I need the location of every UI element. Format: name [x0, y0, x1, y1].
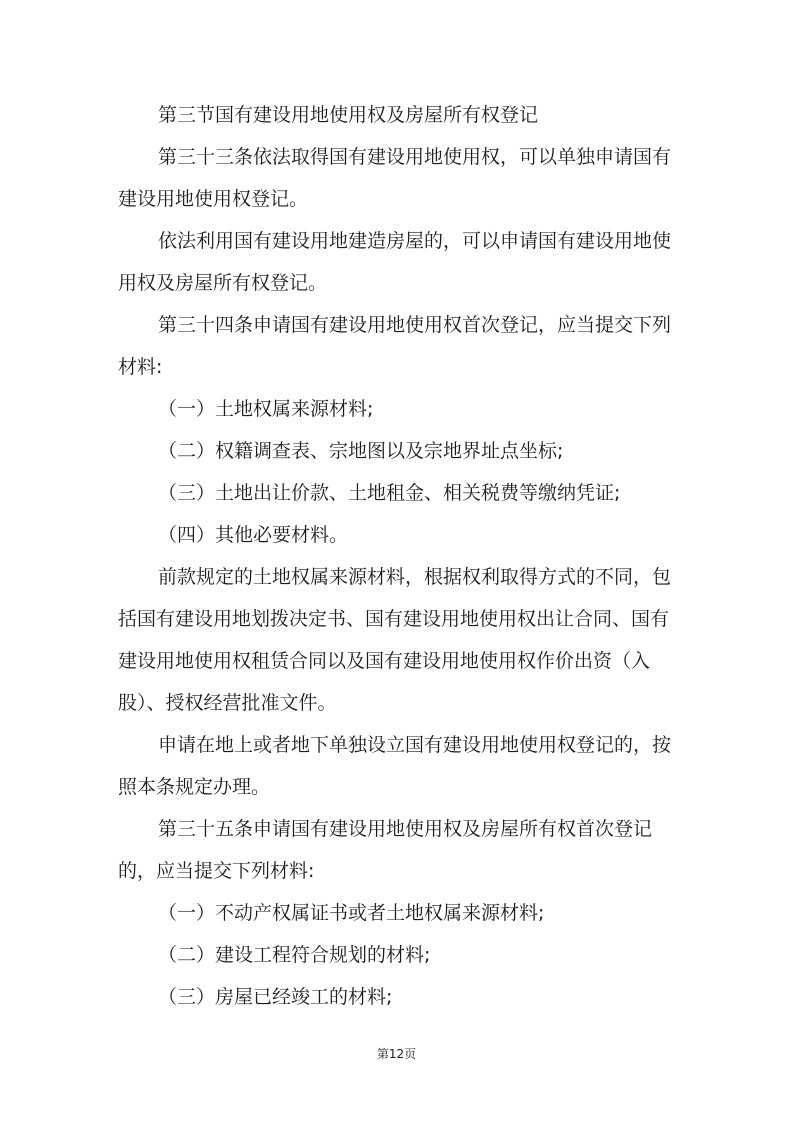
list-item: （四）其他必要材料。	[158, 524, 349, 546]
list-item: （三）房屋已经竣工的材料;	[158, 986, 393, 1008]
list-item: （一）不动产权属证书或者土地权属来源材料;	[158, 902, 545, 924]
paragraph-line: 照本条规定办理。	[118, 776, 271, 798]
paragraph-line: 材料:	[118, 356, 163, 378]
paragraph-line: 的，应当提交下列材料:	[118, 860, 315, 882]
paragraph-line: 建设用地使用权登记。	[118, 188, 309, 210]
document-body	[118, 94, 678, 1018]
paragraph-line: 股）、授权经营批准文件。	[118, 692, 337, 714]
list-item: （一）土地权属来源材料;	[158, 398, 374, 420]
paragraph-line: 建设用地使用权租赁合同以及国有建设用地使用权作价出资（入	[118, 650, 651, 672]
paragraph-line: 申请在地上或者地下单独设立国有建设用地使用权登记的，按	[158, 734, 672, 756]
paragraph-line: 依法利用国有建设用地建造房屋的，可以申请国有建设用地使	[158, 230, 672, 252]
paragraph-line: 第三十三条依法取得国有建设用地使用权，可以单独申请国有	[158, 146, 672, 168]
list-item: （二）权籍调查表、宗地图以及宗地界址点坐标;	[158, 440, 564, 462]
paragraph-line: 第三十五条申请国有建设用地使用权及房屋所有权首次登记	[158, 818, 653, 840]
paragraph-line: 用权及房屋所有权登记。	[118, 272, 328, 294]
list-item: （三）土地出让价款、土地租金、相关税费等缴纳凭证;	[158, 482, 621, 504]
list-item: （二）建设工程符合规划的材料;	[158, 944, 431, 966]
paragraph-line: 括国有建设用地划拨决定书、国有建设用地使用权出让合同、国有	[118, 608, 670, 630]
paragraph-line: 前款规定的土地权属来源材料，根据权利取得方式的不同，包	[158, 566, 672, 588]
page-number: 第12页	[376, 1047, 417, 1061]
paragraph-line: 第三十四条申请国有建设用地使用权首次登记，应当提交下列	[158, 314, 672, 336]
section-heading: 第三节国有建设用地使用权及房屋所有权登记	[158, 104, 539, 126]
